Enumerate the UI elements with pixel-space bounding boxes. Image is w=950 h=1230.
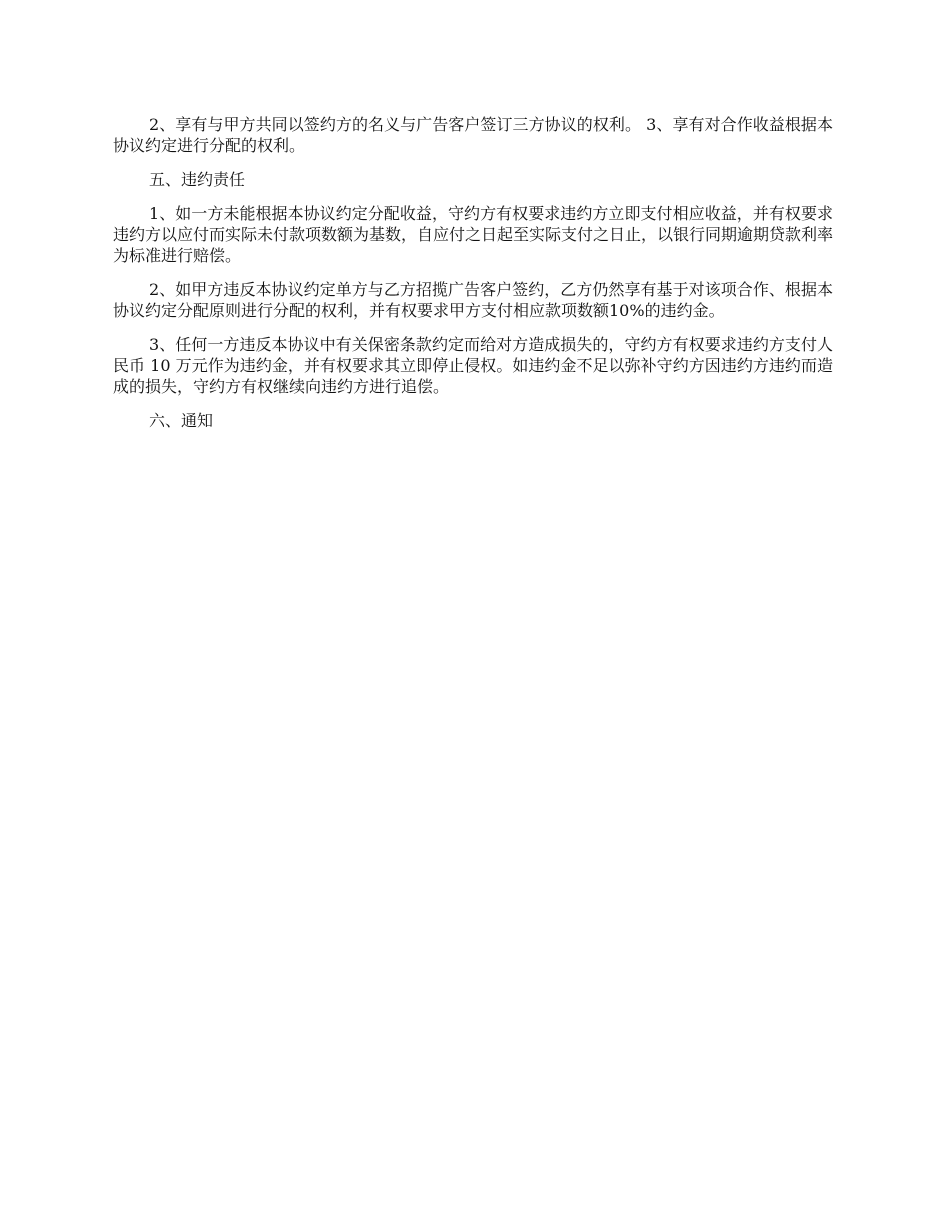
section-heading-notice: 六、通知 — [149, 411, 214, 430]
breach-clause-3: 3、任何一方违反本协议中有关保密条款约定而给对方造成损失的，守约方有权要求违约方支付人民币 10 万元作为违约金，并有权要求其立即停止侵权。如违约金不足以弥补守约方因违约方违约而造成的损失，守约方有权继续向违约方进行追偿。 — [113, 335, 833, 396]
breach-clause-1: 1、如一方未能根据本协议约定分配收益，守约方有权要求违约方立即支付相应收益，并有权要求违约方以应付而实际未付款项数额为基数，自应付之日起至实际支付之日止，以银行同期逾期贷款利率为标准进行赔偿。 — [113, 204, 834, 265]
section-heading-breach: 五、违约责任 — [149, 170, 246, 189]
rights-paragraph: 2、享有与甲方共同以签约方的名义与广告客户签订三方协议的权利。 3、享有对合作收益根据本协议约定进行分配的权利。 — [113, 115, 833, 155]
document-page — [113, 114, 833, 444]
breach-clause-2: 2、如甲方违反本协议约定单方与乙方招揽广告客户签约，乙方仍然享有基于对该项合作、根据本协议约定分配原则进行分配的权利，并有权要求甲方支付相应款项数额10%的违约金。 — [113, 280, 833, 320]
